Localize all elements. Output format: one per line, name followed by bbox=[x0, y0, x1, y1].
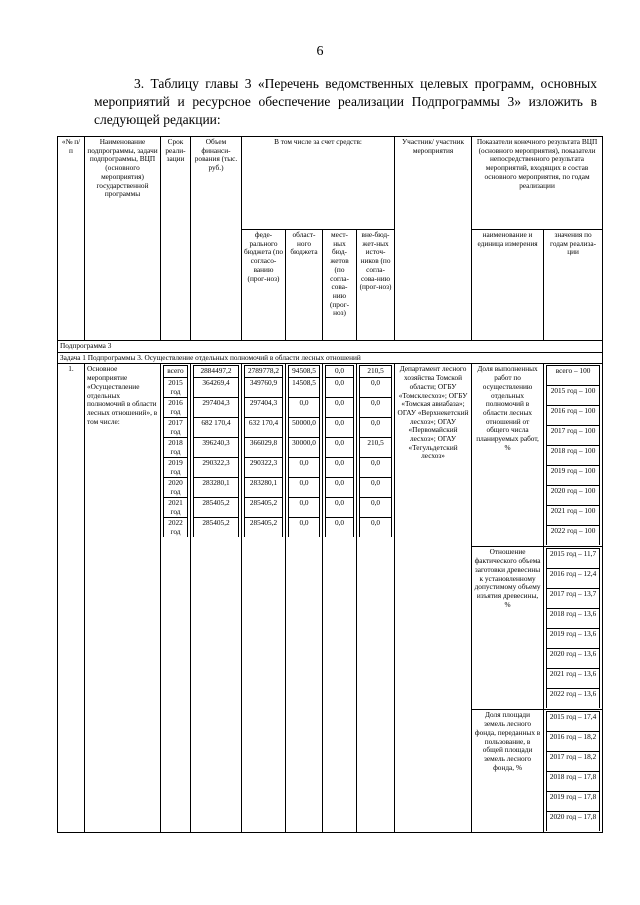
subprogram-row: Подпрограмма 3 bbox=[58, 341, 603, 353]
program-table bbox=[57, 136, 603, 833]
finance-term-value: всего bbox=[164, 366, 188, 378]
indicator-values-list-1 bbox=[546, 365, 600, 545]
volume-cell bbox=[191, 364, 242, 833]
indicator-value: 2018 год – 17,8 bbox=[547, 772, 600, 792]
indicator-value: 2016 год – 18,2 bbox=[547, 732, 600, 752]
indicator-values-1 bbox=[544, 364, 603, 547]
indicator-value: 2017 год – 18,2 bbox=[547, 752, 600, 772]
header-ind-name: наименование и единица измерения bbox=[472, 230, 544, 341]
local-cell bbox=[323, 364, 357, 833]
finance-fed-value: 290322,3 bbox=[245, 458, 283, 478]
finance-reg-value: 0,0 bbox=[289, 458, 320, 478]
finance-fed-value: 632 170,4 bbox=[245, 418, 283, 438]
indicator-name-2: Отношение фактического объема заготовки древесины к установленному допустимому объему изъятия древесины, % bbox=[472, 547, 544, 710]
header-volume: Объем финанси-рования (тыс. руб.) bbox=[191, 137, 242, 341]
reg-list bbox=[288, 365, 320, 537]
finance-term-value: 2016 год bbox=[164, 398, 188, 418]
finance-extra-value: 0,0 bbox=[360, 498, 392, 518]
finance-fed-value: 2789778,2 bbox=[245, 366, 283, 378]
page-number: 6 bbox=[316, 44, 324, 59]
indicator-values-list-2 bbox=[546, 548, 600, 708]
finance-term-value: 2019 год bbox=[164, 458, 188, 478]
indicator-value: 2019 год – 13,6 bbox=[547, 629, 600, 649]
header-fed: феде-рального бюджета (по согласо-ванию (прог-ноз) bbox=[242, 230, 286, 341]
finance-extra-value: 0,0 bbox=[360, 418, 392, 438]
finance-volume-value: 285405,2 bbox=[194, 498, 239, 518]
finance-term-value: 2017 год bbox=[164, 418, 188, 438]
indicator-value: 2016 год – 100 bbox=[547, 406, 600, 426]
finance-extra-value: 0,0 bbox=[360, 378, 392, 398]
indicator-value: 2015 год – 11,7 bbox=[547, 549, 600, 569]
local-list bbox=[325, 365, 354, 537]
row-num: 1. bbox=[58, 364, 85, 833]
row-participant: Департамент лесного хозяйства Томской области; ОГБУ «Томсклесхоз»; ОГБУ «Томская авиабаза»; ОГАУ «Верхнекетский лесхоз»; ОГАУ «Первомайский лесхоз»; ОГАУ «Тегульдетский лесхоз» bbox=[395, 364, 472, 833]
indicator-value: 2020 год – 17,8 bbox=[547, 812, 600, 832]
indicator-value: 2020 год – 13,6 bbox=[547, 649, 600, 669]
reg-cell bbox=[286, 364, 323, 833]
finance-fed-value: 349760,9 bbox=[245, 378, 283, 398]
header-local: мест-ных бюд-жетов (по согла-сова-нию (прог-ноз) bbox=[323, 230, 357, 341]
volume-list bbox=[193, 365, 239, 537]
finance-extra-value: 0,0 bbox=[360, 458, 392, 478]
indicator-value: 2021 год – 100 bbox=[547, 506, 600, 526]
indicator-name-1: Доля выполненных работ по осуществлению отдельных полномочий в области лесных отношений от общего числа планируемых работ, % bbox=[472, 364, 544, 547]
term-cell bbox=[161, 364, 191, 833]
finance-fed-value: 283280,1 bbox=[245, 478, 283, 498]
indicator-value: 2019 год – 100 bbox=[547, 466, 600, 486]
fed-cell bbox=[242, 364, 286, 833]
finance-volume-value: 2884497,2 bbox=[194, 366, 239, 378]
finance-extra-value: 0,0 bbox=[360, 398, 392, 418]
finance-reg-value: 0,0 bbox=[289, 518, 320, 538]
finance-fed-value: 285405,2 bbox=[245, 518, 283, 538]
indicator-value: 2018 год – 100 bbox=[547, 446, 600, 466]
indicator-value: 2015 год – 17,4 bbox=[547, 712, 600, 732]
finance-term-value: 2018 год bbox=[164, 438, 188, 458]
fed-list bbox=[244, 365, 283, 537]
indicator-value: 2017 год – 100 bbox=[547, 426, 600, 446]
finance-fed-value: 366029,8 bbox=[245, 438, 283, 458]
extra-list bbox=[359, 365, 392, 537]
finance-local-value: 0,0 bbox=[326, 518, 354, 538]
indicator-value: 2022 год – 13,6 bbox=[547, 689, 600, 709]
indicator-values-2 bbox=[544, 547, 603, 710]
term-list bbox=[163, 365, 188, 537]
indicator-value: 2016 год – 12,4 bbox=[547, 569, 600, 589]
finance-term-value: 2020 год bbox=[164, 478, 188, 498]
finance-extra-value: 210,5 bbox=[360, 438, 392, 458]
finance-local-value: 0,0 bbox=[326, 438, 354, 458]
finance-term-value: 2022 год bbox=[164, 518, 188, 538]
intro-paragraph bbox=[94, 75, 597, 129]
intro-text: 3. Таблицу главы 3 «Перечень ведомственных целевых программ, основных мероприятий и ресурсное обеспечение реализации Подпрограммы 3» изложить в следующей редакции: bbox=[94, 76, 597, 127]
indicator-name-3: Доля площади земель лесного фонда, переданных в пользование, в общей площади земель лесного фонда, % bbox=[472, 710, 544, 833]
finance-local-value: 0,0 bbox=[326, 378, 354, 398]
finance-extra-value: 0,0 bbox=[360, 518, 392, 538]
finance-volume-value: 285405,2 bbox=[194, 518, 239, 538]
header-ind-values: значения по годам реализа-ции bbox=[544, 230, 603, 341]
finance-volume-value: 364269,4 bbox=[194, 378, 239, 398]
header-num: «№ п/п bbox=[58, 137, 85, 341]
header-incl: В том числе за счет средств: bbox=[242, 137, 395, 230]
finance-fed-value: 285405,2 bbox=[245, 498, 283, 518]
finance-volume-value: 290322,3 bbox=[194, 458, 239, 478]
finance-volume-value: 682 170,4 bbox=[194, 418, 239, 438]
finance-term-value: 2015 год bbox=[164, 378, 188, 398]
header-name: Наименование подпрограммы, задачи подпрограммы, ВЦП (основного мероприятия) государственной программы bbox=[85, 137, 161, 341]
finance-fed-value: 297404,3 bbox=[245, 398, 283, 418]
header-term: Срок реали-зации bbox=[161, 137, 191, 341]
finance-volume-value: 396240,3 bbox=[194, 438, 239, 458]
finance-reg-value: 14508,5 bbox=[289, 378, 320, 398]
header-extra: вне-бюд-жет-ных источ-ников (по согла-сова-нию (прог-ноз) bbox=[357, 230, 395, 341]
indicator-value: 2019 год – 17,8 bbox=[547, 792, 600, 812]
indicator-value: 2020 год – 100 bbox=[547, 486, 600, 506]
finance-reg-value: 0,0 bbox=[289, 398, 320, 418]
indicator-value: всего – 100 bbox=[547, 366, 600, 386]
finance-local-value: 0,0 bbox=[326, 498, 354, 518]
extra-cell bbox=[357, 364, 395, 833]
finance-term-value: 2021 год bbox=[164, 498, 188, 518]
indicator-value: 2018 год – 13,6 bbox=[547, 609, 600, 629]
header-participant: Участник/ участник мероприятия bbox=[395, 137, 472, 341]
indicator-values-list-3 bbox=[546, 711, 600, 831]
finance-reg-value: 94508,5 bbox=[289, 366, 320, 378]
finance-local-value: 0,0 bbox=[326, 478, 354, 498]
finance-extra-value: 0,0 bbox=[360, 478, 392, 498]
finance-reg-value: 30000,0 bbox=[289, 438, 320, 458]
finance-reg-value: 50000,0 bbox=[289, 418, 320, 438]
finance-volume-value: 297404,3 bbox=[194, 398, 239, 418]
header-reg: област-ного бюджета bbox=[286, 230, 323, 341]
header-indicators: Показатели конечного результата ВЦП (основного мероприятия), показатели непосредственного результата мероприятий, входящих в состав основного мероприятия, по годам реализации bbox=[472, 137, 603, 230]
finance-volume-value: 283280,1 bbox=[194, 478, 239, 498]
indicator-values-3 bbox=[544, 710, 603, 833]
indicator-value: 2015 год – 100 bbox=[547, 386, 600, 406]
finance-local-value: 0,0 bbox=[326, 398, 354, 418]
finance-local-value: 0,0 bbox=[326, 366, 354, 378]
finance-local-value: 0,0 bbox=[326, 418, 354, 438]
task-row: Задача 1 Подпрограммы 3. Осуществление отдельных полномочий в области лесных отношений bbox=[58, 352, 603, 364]
indicator-value: 2022 год – 100 bbox=[547, 526, 600, 546]
row-name: Основное мероприятие «Осуществление отдельных полномочий в области лесных отношений», в том числе: bbox=[85, 364, 161, 833]
finance-extra-value: 210,5 bbox=[360, 366, 392, 378]
indicator-value: 2017 год – 13,7 bbox=[547, 589, 600, 609]
finance-reg-value: 0,0 bbox=[289, 498, 320, 518]
indicator-value: 2021 год – 13,6 bbox=[547, 669, 600, 689]
finance-reg-value: 0,0 bbox=[289, 478, 320, 498]
finance-local-value: 0,0 bbox=[326, 458, 354, 478]
